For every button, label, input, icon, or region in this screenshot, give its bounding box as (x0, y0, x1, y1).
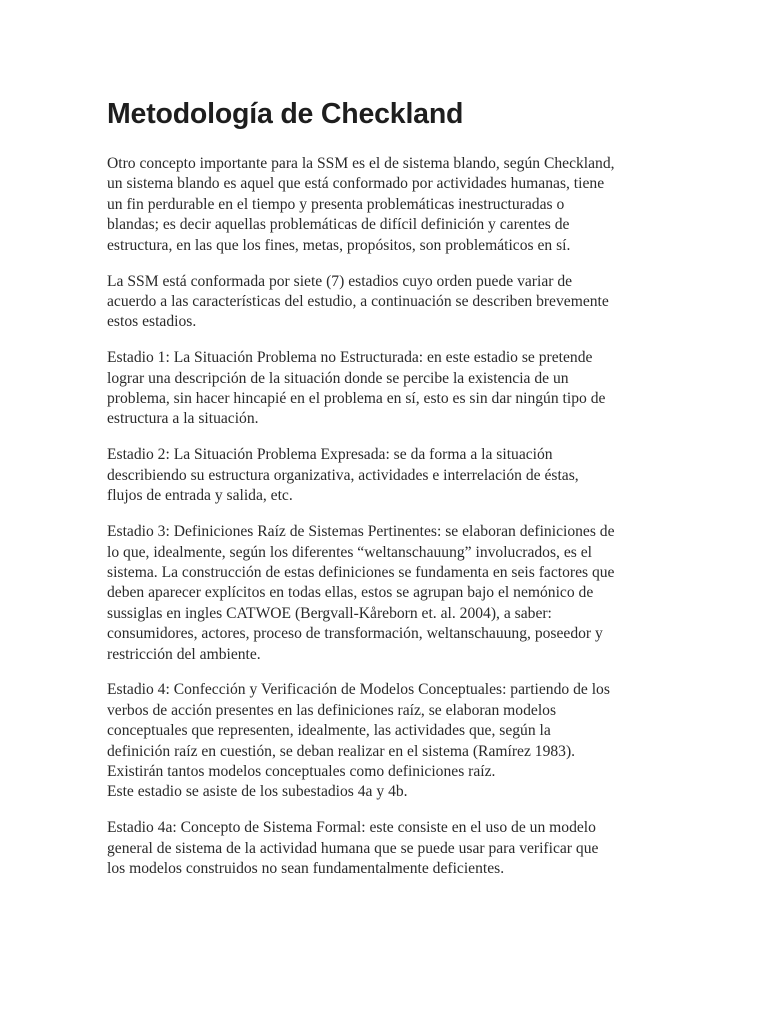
paragraph-stage-2: Estadio 2: La Situación Problema Expresada: se da forma a la situación describiendo su estructura organizativa, actividades e interrelación de éstas, flujos de entrada y salida, etc. (107, 446, 579, 505)
paragraph-stage-1: Estadio 1: La Situación Problema no Estructurada: en este estadio se pretende lograr una descripción de la situación donde se percibe la existencia de un problema, sin hacer hincapié en el problema en sí, esto es sin dar ningún tipo de estructura a la situación. (107, 349, 606, 428)
paragraph-stage-3: Estadio 3: Definiciones Raíz de Sistemas Pertinentes: se elaboran definiciones de lo que, idealmente, según los diferentes “weltanschauung” involucrados, es el sistema. La construcción de estas definiciones se fundamenta en seis factores que deben aparecer explícitos en todas ellas, estos se agrupan bajo el nemónico de sussiglas en ingles CATWOE (Bergvall-Kåreborn et. al. 2004), a saber: consumidores, actores, proceso de transformación, weltanschauung, poseedor y restricción del ambiente. (107, 523, 615, 663)
paragraph-ssm-soft-system: Otro concepto importante para la SSM es el de sistema blando, según Checkland, un sistema blando es aquel que está conformado por actividades humanas, tiene un fin perdurable en el tiempo y presenta problemáticas inestructuradas o blandas; es decir aquellas problemáticas de difícil definición y carentes de estructura, en las que los fines, metas, propósitos, son problemáticos en sí. (107, 155, 615, 254)
paragraph-ssm-stages-intro: La SSM está conformada por siete (7) estadios cuyo orden puede variar de acuerdo a las características del estudio, a continuación se describen brevemente estos estadios. (107, 272, 609, 331)
document-title: Metodología de Checkland (107, 98, 464, 130)
paragraph-stage-4a: Estadio 4a: Concepto de Sistema Formal: este consiste en el uso de un modelo general de sistema de la actividad humana que se puede usar para verificar que los modelos construidos no sean fundamentalmente deficientes. (107, 819, 599, 878)
document-page (107, 96, 663, 895)
paragraph-stage-4: Estadio 4: Confección y Verificación de Modelos Conceptuales: partiendo de los verbos de acción presentes en las definiciones raíz, se elaboran modelos conceptuales que representen, idealmente, las actividades que, según la definición raíz en cuestión, se deban realizar en el sistema (Ramírez 1983). Existirán tantos modelos conceptuales como definiciones raíz. Este estadio se asiste de los subestadios 4a y 4b. (107, 681, 610, 801)
